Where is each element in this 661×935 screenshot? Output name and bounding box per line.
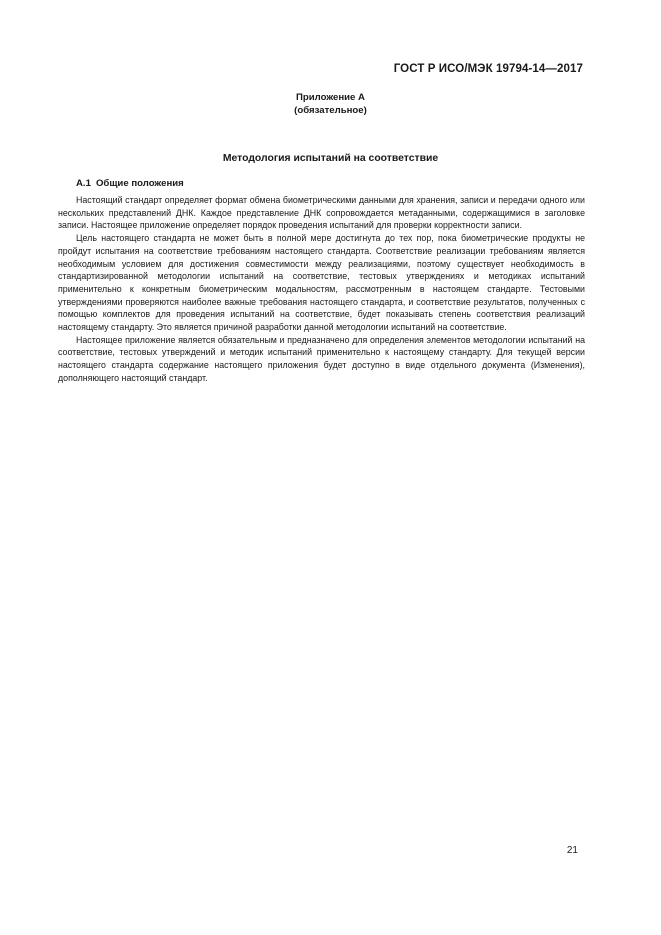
subsection-title: Общие положения	[95, 178, 184, 189]
annex-title: Приложение А	[296, 92, 365, 103]
annex-heading	[0, 92, 661, 117]
paragraph: Настоящий стандарт определяет формат обмена биометрическими данными для хранения, записи и передачи одного или нескольких представлений ДНК. Каждое представление ДНК сопровождается метаданными, содержащимися в заголовке записи. Настоящее приложение определяет порядок проведения испытаний для проверки корректности записи.	[58, 195, 585, 231]
paragraph: Настоящее приложение является обязательным и предназначено для определения элементов методологии испытаний на соответствие, тестовых утверждений и методик испытаний применительно к настоящему стандарту. Для текущей версии настоящего стандарта содержание настоящего приложения будет доступно в виде отдельного документа (Изменения), дополняющего настоящий стандарт.	[58, 334, 585, 383]
subsection-number: А.1	[76, 178, 91, 189]
subsection-heading	[76, 178, 184, 189]
section-title: Методология испытаний на соответствие	[222, 153, 439, 164]
body-text	[58, 194, 585, 385]
annex-status: (обязательное)	[294, 104, 367, 116]
paragraph: Цель настоящего стандарта не может быть в полной мере достигнута до тех пор, пока биометрические продукты не пройдут испытания на соответствие требованиям настоящего стандарта. Соответствие реализации требованиям является необходимым условием для достижения совместимости между реализациями, поэтому существует необходимость в стандартизированной методологии испытаний на соответствие, тестовых утверждениях и методиках испытаний применительно к конкретным биометрическим модальностям, рассмотренным в настоящем стандарте. Тестовыми утверждениями проверяются наиболее важные требования настоящего стандарта, и соответствие результатов, полученных с помощью комплектов для проведения испытаний на соответствие, будет показывать степень соответствия реализаций настоящему стандарту. Это является причиной разработки данной методологии испытаний на соответствие.	[58, 233, 585, 333]
page-number: 21	[566, 845, 578, 856]
document-code-header: ГОСТ Р ИСО/МЭК 19794-14—2017	[393, 63, 583, 75]
